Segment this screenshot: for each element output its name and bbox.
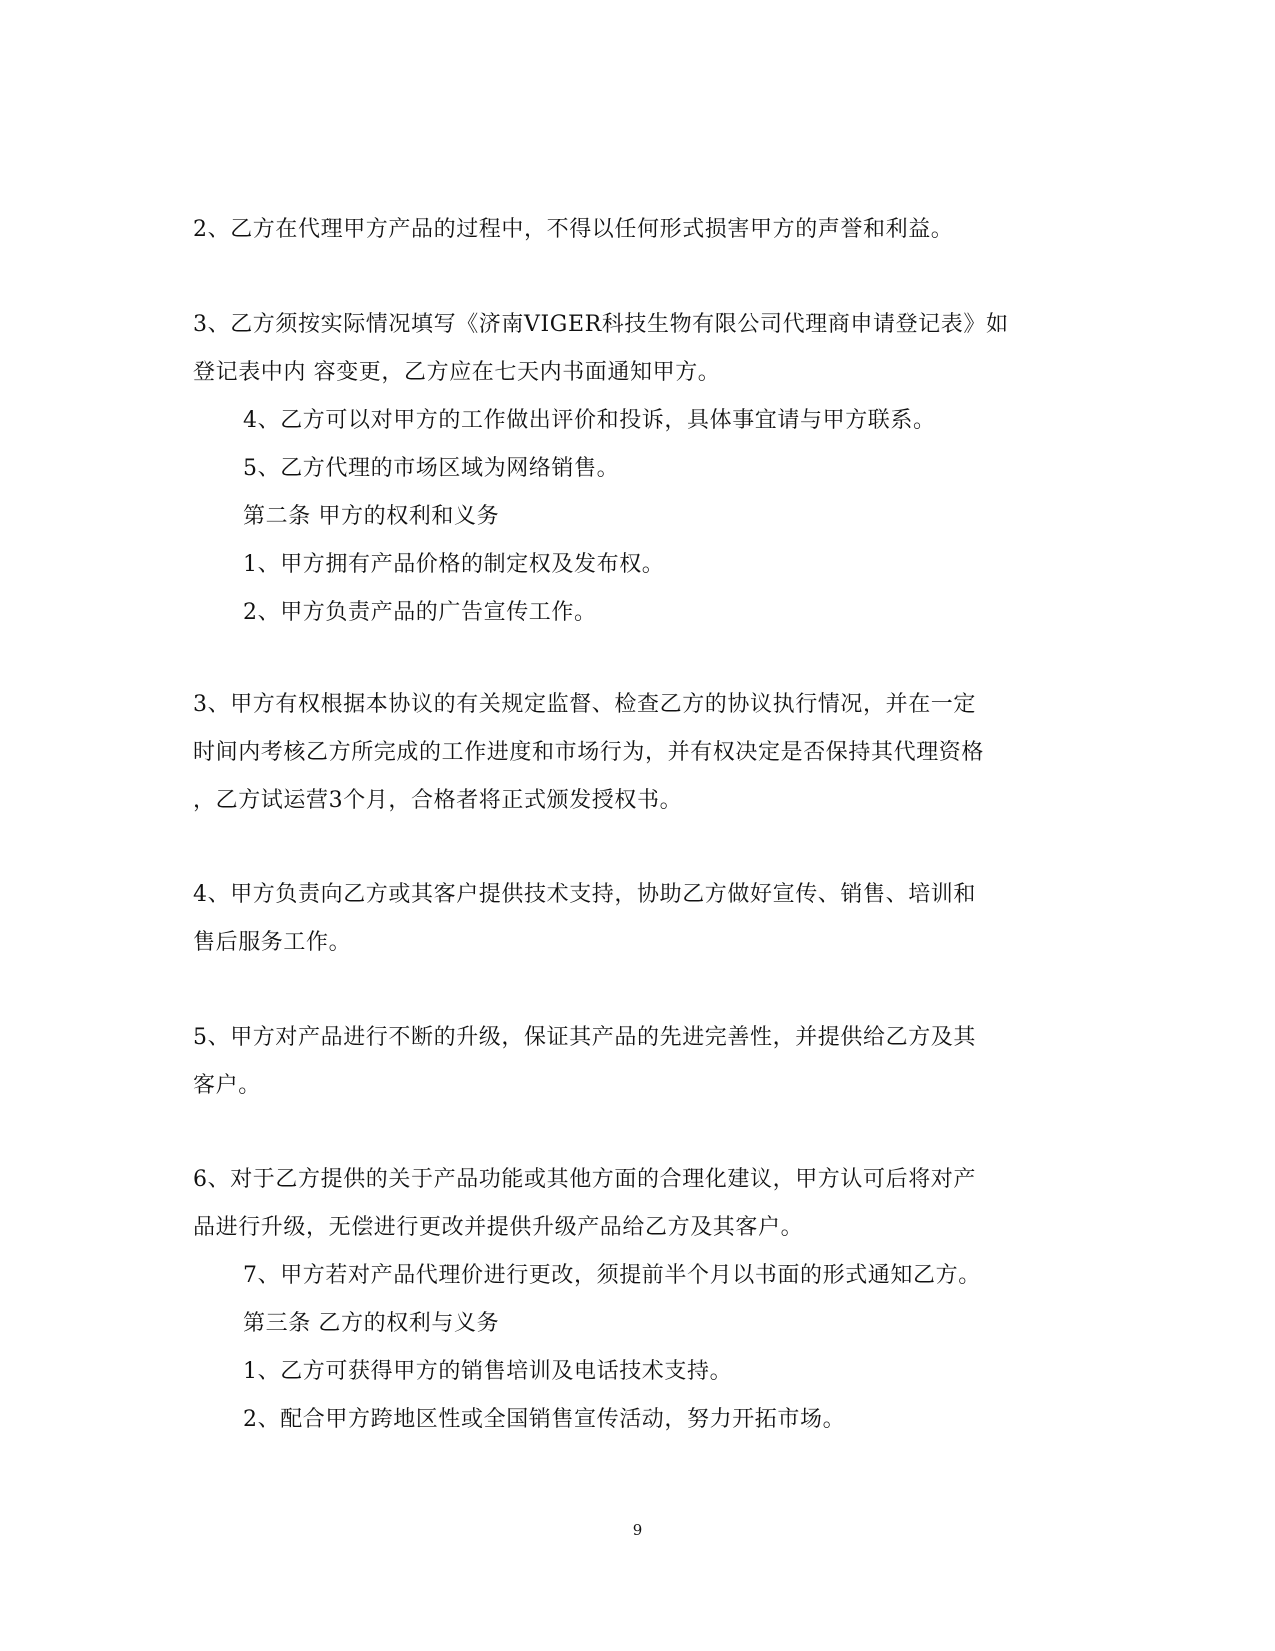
text-line: 售后服务工作。 <box>193 930 352 955</box>
text-line: 2、乙方在代理甲方产品的过程中，不得以任何形式损害甲方的声誉和利益。 <box>193 217 954 242</box>
text-line: 4、乙方可以对甲方的工作做出评价和投诉，具体事宜请与甲方联系。 <box>243 408 936 433</box>
text-line: ，乙方试运营3个月，合格者将正式颁发授权书。 <box>193 788 683 813</box>
text-line: 5、甲方对产品进行不断的升级，保证其产品的先进完善性，并提供给乙方及其 <box>193 1025 976 1050</box>
section-heading: 第二条 甲方的权利和义务 <box>243 504 500 529</box>
text-line: 1、甲方拥有产品价格的制定权及发布权。 <box>243 552 665 577</box>
page-number: 9 <box>632 1521 643 1539</box>
text-line: 3、甲方有权根据本协议的有关规定监督、检查乙方的协议执行情况，并在一定 <box>193 692 976 717</box>
text-line: 3、乙方须按实际情况填写《济南VIGER科技生物有限公司代理商申请登记表》如 <box>193 312 1009 337</box>
text-line: 4、甲方负责向乙方或其客户提供技术支持，协助乙方做好宣传、销售、培训和 <box>193 882 976 907</box>
text-line: 登记表中内 容变更，乙方应在七天内书面通知甲方。 <box>193 360 721 385</box>
text-line: 1、乙方可获得甲方的销售培训及电话技术支持。 <box>243 1359 733 1384</box>
text-line: 客户。 <box>193 1073 261 1098</box>
text-line: 时间内考核乙方所完成的工作进度和市场行为，并有权决定是否保持其代理资格 <box>193 740 985 765</box>
text-line: 2、甲方负责产品的广告宣传工作。 <box>243 600 597 625</box>
text-line: 5、乙方代理的市场区域为网络销售。 <box>243 456 620 481</box>
text-line: 6、对于乙方提供的关于产品功能或其他方面的合理化建议，甲方认可后将对产 <box>193 1167 976 1192</box>
text-line: 2、配合甲方跨地区性或全国销售宣传活动，努力开拓市场。 <box>243 1407 846 1432</box>
section-heading: 第三条 乙方的权利与义务 <box>243 1311 500 1336</box>
text-line: 7、甲方若对产品代理价进行更改，须提前半个月以书面的形式通知乙方。 <box>243 1263 981 1288</box>
text-line: 品进行升级，无偿进行更改并提供升级产品给乙方及其客户。 <box>193 1215 804 1240</box>
